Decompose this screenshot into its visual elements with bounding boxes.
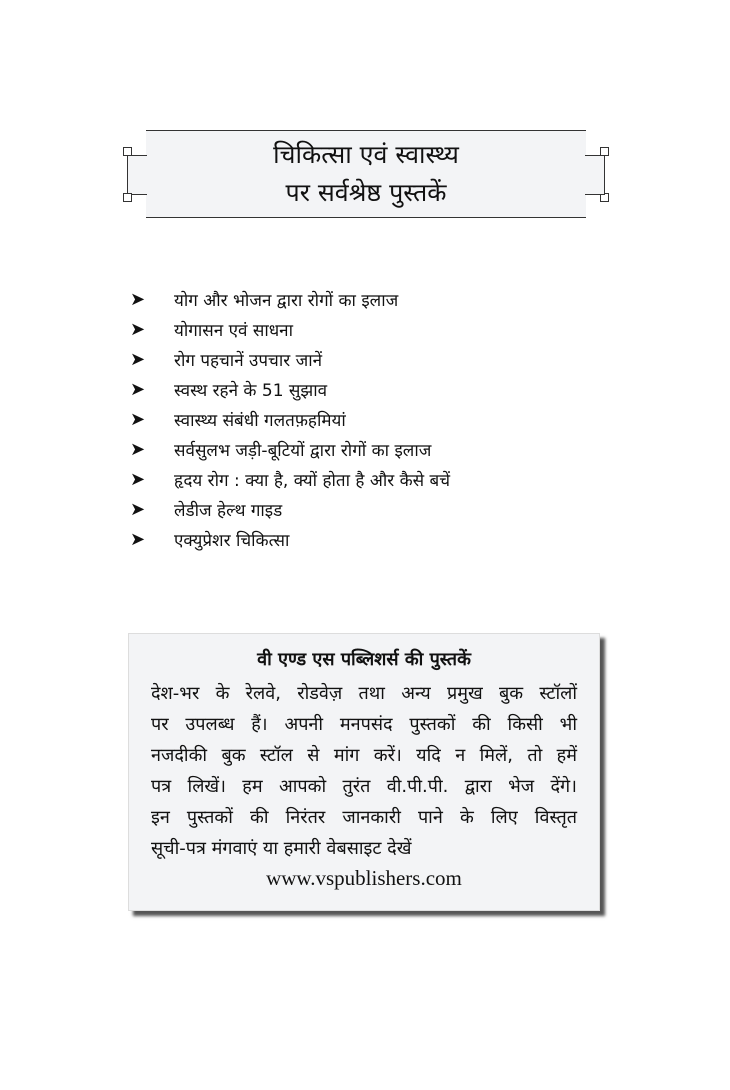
book-title: स्वास्थ्य संबंधी गलतफ़हमियां <box>174 410 346 431</box>
corner-ornament <box>123 193 132 202</box>
arrow-bullet-icon: ➤ <box>130 438 146 460</box>
website-url: www.vspublishers.com <box>266 866 462 890</box>
book-title: एक्युप्रेशर चिकित्सा <box>174 530 290 551</box>
book-title: स्वस्थ रहने के 51 सुझाव <box>174 380 328 401</box>
list-item <box>130 404 450 434</box>
list-item <box>130 284 450 314</box>
arrow-bullet-icon: ➤ <box>130 408 146 430</box>
book-list <box>130 284 450 554</box>
list-item <box>130 434 450 464</box>
page-title-line-2: पर सर्वश्रेष्ठ पुस्तकें <box>285 178 447 207</box>
title-frame <box>146 130 586 218</box>
info-text-line: सूची-पत्र मंगवाएं या हमारी वेबसाइट देखें <box>151 838 412 859</box>
book-title: योगासन एवं साधना <box>174 320 294 341</box>
book-title: लेडीज हेल्थ गाइड <box>174 500 283 521</box>
info-text-line: इन पुस्तकों की निरंतर जानकारी पाने के लिए विस्तृत <box>151 807 577 828</box>
arrow-bullet-icon: ➤ <box>130 318 146 340</box>
arrow-bullet-icon: ➤ <box>130 528 146 550</box>
book-title: हृदय रोग : क्या है, क्यों होता है और कैसे बचें <box>174 470 451 491</box>
book-title: रोग पहचानें उपचार जानें <box>174 350 323 371</box>
arrow-bullet-icon: ➤ <box>130 378 146 400</box>
arrow-bullet-icon: ➤ <box>130 498 146 520</box>
info-text-line: देश-भर के रेलवे, रोडवेज़ तथा अन्य प्रमुख बुक स्टॉलों <box>151 683 577 704</box>
list-item <box>130 314 450 344</box>
page-title-line-1: चिकित्सा एवं स्वास्थ्य <box>273 140 459 169</box>
corner-ornament <box>600 193 609 202</box>
corner-ornament <box>600 147 609 156</box>
list-item <box>130 494 450 524</box>
list-item <box>130 344 450 374</box>
list-item <box>130 374 450 404</box>
list-item <box>130 464 450 494</box>
info-text-line: नजदीकी बुक स्टॉल से मांग करें। यदि न मिलें, तो हमें <box>151 745 577 766</box>
corner-ornament <box>123 147 132 156</box>
publisher-info-box <box>128 633 600 911</box>
book-title: सर्वसुलभ जड़ी-बूटियों द्वारा रोगों का इलाज <box>174 440 432 461</box>
arrow-bullet-icon: ➤ <box>130 288 146 310</box>
arrow-bullet-icon: ➤ <box>130 468 146 490</box>
info-text-line: पत्र लिखें। हम आपको तुरंत वी.पी.पी. द्वारा भेज देंगे। <box>151 776 577 797</box>
book-title: योग और भोजन द्वारा रोगों का इलाज <box>174 290 399 311</box>
list-item <box>130 524 450 554</box>
info-heading: वी एण्ड एस पब्लिशर्स की पुस्तकें <box>257 649 471 670</box>
info-text-line: पर उपलब्ध हैं। अपनी मनपसंद पुस्तकों की किसी भी <box>151 714 577 735</box>
arrow-bullet-icon: ➤ <box>130 348 146 370</box>
